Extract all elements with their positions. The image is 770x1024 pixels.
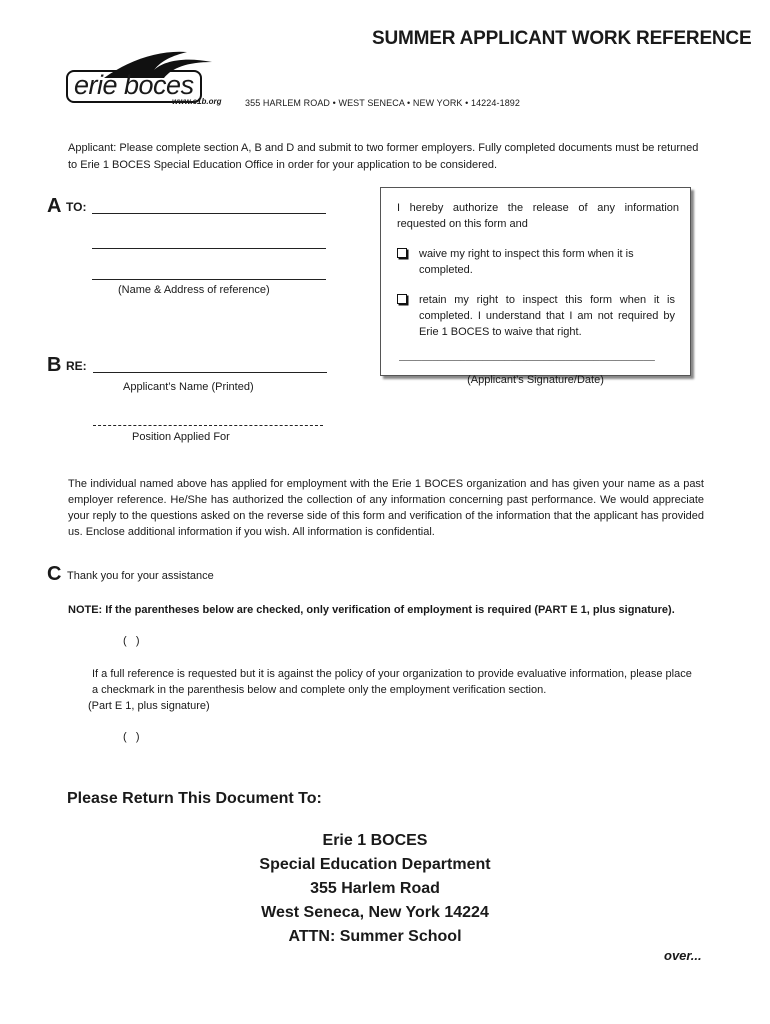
logo-url: www.e1b.org bbox=[172, 97, 222, 106]
reference-request-paragraph: The individual named above has applied for employment with the Erie 1 BOCES organization and has given your name as a past employer reference. He/She has authorized the collection of any information concerning past performance. We would appreciate your reply to the questions asked on the reverse side of this form and verification of the information that the applicant has provided us. Enclose additional information if you wish. All information is confidential. bbox=[68, 478, 704, 538]
return-street: 355 Harlem Road bbox=[310, 880, 440, 897]
section-b-letter: B bbox=[47, 354, 62, 376]
over-indicator: over... bbox=[664, 948, 702, 963]
reference-name-line-1[interactable] bbox=[92, 213, 326, 214]
waive-right-checkbox[interactable] bbox=[397, 248, 407, 258]
waive-right-label: waive my right to inspect this form when it is completed. bbox=[419, 248, 634, 276]
return-department: Special Education Department bbox=[259, 856, 491, 873]
reference-address-line-3[interactable] bbox=[92, 279, 326, 280]
verification-note: NOTE: If the parentheses below are checked, only verification of employment is required (PART E 1, plus signature). bbox=[68, 604, 675, 616]
applicant-name-caption: Applicant’s Name (Printed) bbox=[123, 381, 254, 393]
reference-caption: (Name & Address of reference) bbox=[118, 284, 270, 296]
applicant-name-line[interactable] bbox=[93, 372, 327, 373]
thank-you-text: Thank you for your assistance bbox=[67, 570, 214, 582]
return-heading: Please Return This Document To: bbox=[67, 790, 322, 807]
logo-wordmark: erie boces bbox=[66, 70, 202, 103]
verification-only-parentheses[interactable]: ( ) bbox=[123, 635, 140, 647]
full-reference-part: (Part E 1, plus signature) bbox=[88, 700, 210, 712]
return-attn: ATTN: Summer School bbox=[288, 928, 462, 945]
position-line[interactable] bbox=[93, 425, 323, 426]
full-reference-parentheses[interactable]: ( ) bbox=[123, 731, 140, 743]
retain-right-label: retain my right to inspect this form when it is completed. I understand that I am not required by Erie 1 BOCES to waive that right. bbox=[419, 294, 675, 338]
signature-caption: (Applicant’s Signature/Date) bbox=[467, 374, 604, 386]
intro-instructions: Applicant: Please complete section A, B and D and submit to two former employers. Fully completed documents must be returned to Erie 1 BOCES Special Education Office in order for your application to be considered. bbox=[68, 142, 699, 171]
section-a-to-label: TO: bbox=[66, 200, 87, 214]
reference-address-line-2[interactable] bbox=[92, 248, 326, 249]
document-title: SUMMER APPLICANT WORK REFERENCE bbox=[372, 28, 752, 49]
return-city: West Seneca, New York 14224 bbox=[261, 904, 489, 921]
return-org: Erie 1 BOCES bbox=[322, 832, 428, 849]
full-reference-text: If a full reference is requested but it is against the policy of your organization to provide evaluative information, please place a checkmark in the parenthesis below and complete only the employment verification section. bbox=[92, 668, 692, 696]
full-reference-instructions bbox=[88, 666, 692, 714]
organization-address: 355 HARLEM ROAD • WEST SENECA • NEW YORK • 14224-1892 bbox=[245, 98, 521, 108]
authorization-intro: I hereby authorize the release of any information requested on this form and bbox=[397, 202, 679, 230]
position-caption: Position Applied For bbox=[132, 431, 230, 443]
section-c-letter: C bbox=[47, 563, 62, 585]
signature-line[interactable]: ______________________________________________ bbox=[399, 353, 655, 361]
section-a-letter: A bbox=[47, 195, 62, 217]
retain-right-checkbox[interactable] bbox=[397, 294, 407, 304]
erie-boces-logo bbox=[62, 48, 240, 108]
authorization-box bbox=[380, 187, 691, 386]
section-b-re-label: RE: bbox=[66, 359, 87, 373]
